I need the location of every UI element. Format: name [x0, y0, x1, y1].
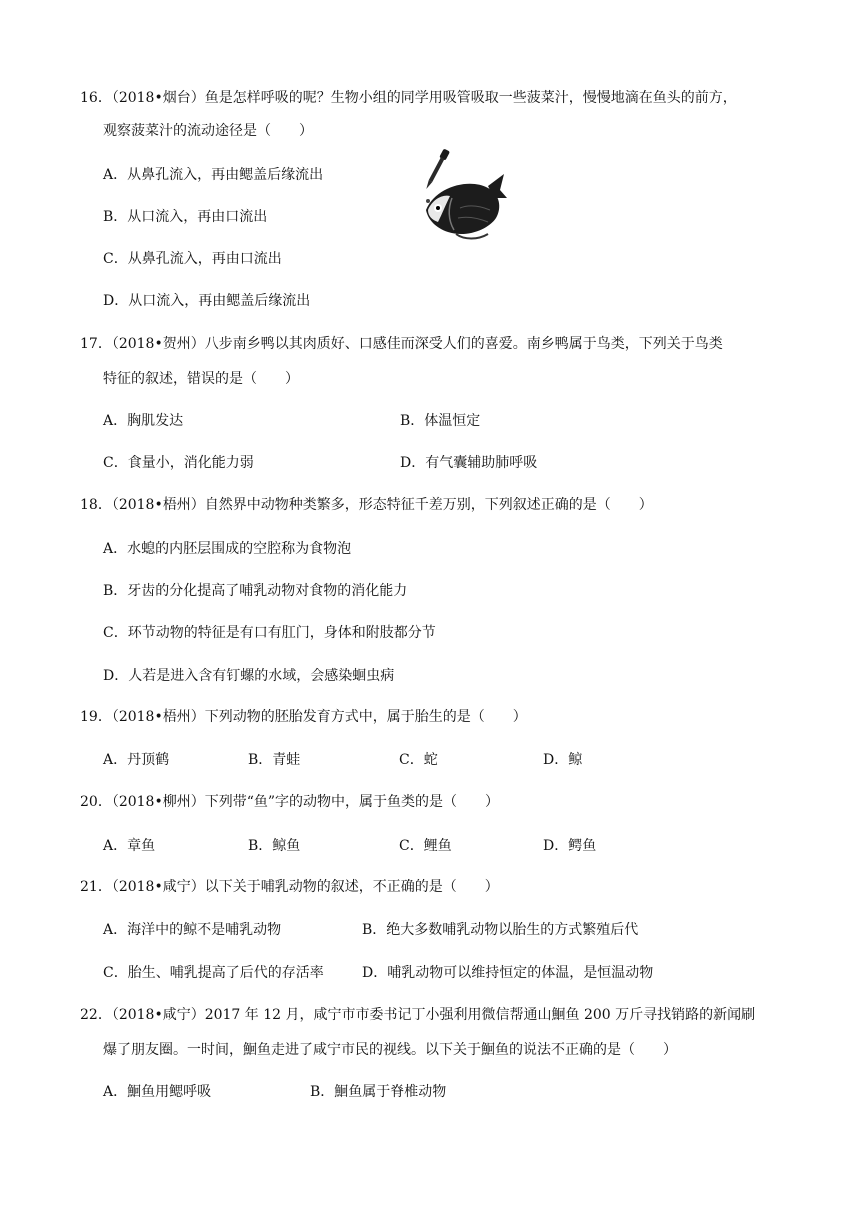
question-18-option-a: A．水螅的内胚层围成的空腔称为食物泡: [103, 541, 352, 557]
question-18-stem-line-1: 18．（2018•梧州）自然界中动物种类繁多，形态特征千差万别，下列叙述正确的是（ ）: [80, 497, 653, 513]
question-17-option-d: D．有气囊辅助肺呼吸: [400, 455, 538, 471]
question-20-option-a: A．章鱼: [103, 838, 156, 854]
question-21-option-a: A．海洋中的鲸不是哺乳动物: [103, 922, 282, 938]
question-16-option-c: C．从鼻孔流入，再由口流出: [103, 251, 282, 267]
fish-dropper-icon: [408, 148, 508, 248]
question-22-stem-line-1: 22．（2018•咸宁）2017 年 12 月，咸宁市市委书记丁小强利用微信帮通山鮰鱼 200 万斤寻找销路的新闻刷: [80, 1007, 756, 1023]
question-20-option-d: D．鳄鱼: [543, 838, 597, 854]
question-18-option-b: B．牙齿的分化提高了哺乳动物对食物的消化能力: [103, 583, 408, 599]
question-16-stem-line-2: 观察菠菜汁的流动途径是（ ）: [103, 123, 313, 139]
question-18-option-d: D．人若是进入含有钉螺的水域，会感染蛔虫病: [103, 668, 395, 684]
question-16-option-d: D．从口流入，再由鳃盖后缘流出: [103, 293, 311, 309]
question-17-option-b: B．体温恒定: [400, 413, 481, 429]
question-19-stem-line-1: 19．（2018•梧州）下列动物的胚胎发育方式中，属于胎生的是（ ）: [80, 709, 527, 725]
question-19-option-a: A．丹顶鹤: [103, 752, 170, 768]
question-22-option-a: A．鮰鱼用鳃呼吸: [103, 1084, 212, 1100]
question-20-option-b: B．鲸鱼: [248, 838, 301, 854]
question-21-option-d: D．哺乳动物可以维持恒定的体温，是恒温动物: [362, 965, 654, 981]
question-22-stem-line-2: 爆了朋友圈。一时间，鮰鱼走进了咸宁市民的视线。以下关于鮰鱼的说法不正确的是（ ）: [103, 1042, 677, 1058]
question-17-option-c: C．食量小，消化能力弱: [103, 455, 254, 471]
question-18-option-c: C．环节动物的特征是有口有肛门，身体和附肢都分节: [103, 625, 436, 641]
question-21-option-c: C．胎生、哺乳提高了后代的存活率: [103, 965, 324, 981]
question-16-stem-line-1: 16．（2018•烟台）鱼是怎样呼吸的呢？生物小组的同学用吸管吸取一些菠菜汁，慢慢地滴在鱼头的前方，: [80, 90, 737, 106]
question-17-option-a: A．胸肌发达: [103, 413, 184, 429]
question-17-stem-line-1: 17．（2018•贺州）八步南乡鸭以其肉质好、口感佳而深受人们的喜爱。南乡鸭属于鸟类，下列关于鸟类: [80, 336, 723, 352]
question-22-option-b: B．鮰鱼属于脊椎动物: [310, 1084, 447, 1100]
question-16-option-b: B．从口流入，再由口流出: [103, 209, 268, 225]
question-17-stem-line-2: 特征的叙述，错误的是（ ）: [103, 371, 299, 387]
question-21-stem-line-1: 21．（2018•咸宁）以下关于哺乳动物的叙述，不正确的是（ ）: [80, 879, 499, 895]
question-19-option-c: C．蛇: [399, 752, 438, 768]
question-19-option-b: B．青蛙: [248, 752, 301, 768]
question-16-option-a: A．从鼻孔流入，再由鳃盖后缘流出: [103, 167, 324, 183]
question-21-option-b: B．绝大多数哺乳动物以胎生的方式繁殖后代: [362, 922, 639, 938]
question-19-option-d: D．鲸: [543, 752, 583, 768]
question-20-option-c: C．鲤鱼: [399, 838, 452, 854]
fish-with-dropper-illustration: [408, 148, 508, 248]
question-20-stem-line-1: 20．（2018•柳州）下列带“鱼”字的动物中，属于鱼类的是（ ）: [80, 794, 500, 810]
